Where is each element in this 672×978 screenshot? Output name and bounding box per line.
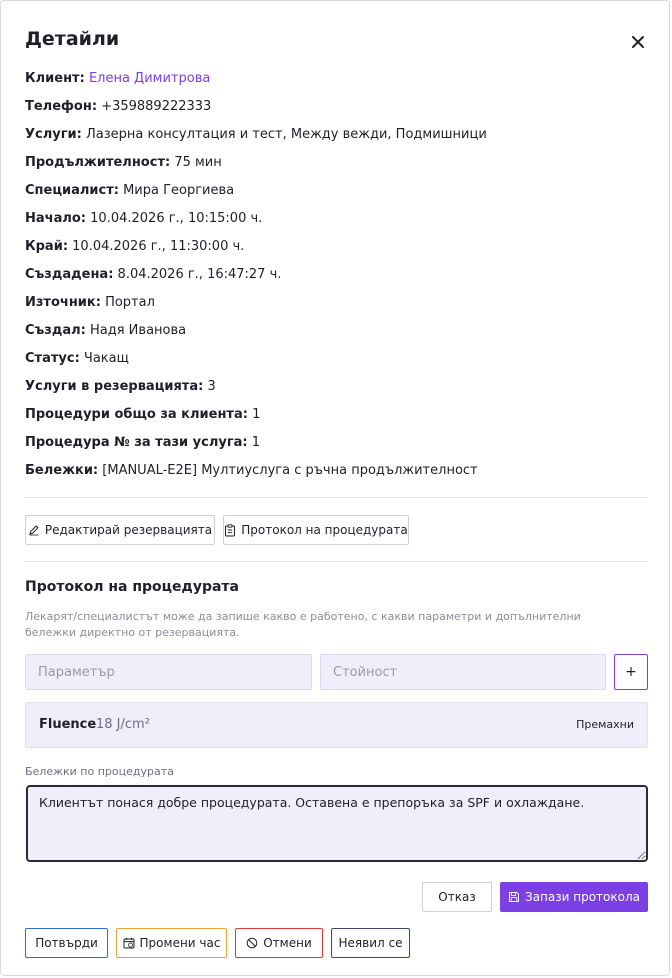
parameter-name: Fluence [39,717,97,732]
detail-value: Надя Иванова [90,323,187,338]
detail-row-source [25,295,645,323]
detail-label: Бележки: [25,463,99,478]
detail-value: [MANUAL-E2E] Мултиуслуга с ръчна продължителност [102,463,478,478]
detail-label: Създал: [25,323,86,338]
detail-label: Процедури общо за клиента: [25,407,248,422]
detail-row-client [25,71,645,99]
procedure-notes-label: Бележки по процедурата [25,765,174,778]
detail-value: +359889222333 [101,99,212,114]
detail-value: 3 [207,379,216,394]
save-protocol-label: Запази протокола [525,890,640,904]
close-button[interactable] [627,31,649,53]
parameter-item [25,702,648,748]
booking-details [25,71,645,491]
parameter-input[interactable] [25,654,312,690]
detail-label: Източник: [25,295,101,310]
value-input[interactable] [320,654,606,690]
reschedule-label: Промени час [139,936,221,950]
detail-row-phone [25,99,645,127]
detail-value: Портал [105,295,155,310]
cancel-booking-button[interactable] [235,928,323,958]
protocol-section-title: Протокол на процедурата [25,579,239,595]
detail-value: 75 мин [174,155,222,170]
floppy-disk-icon [508,891,520,903]
divider [25,497,648,498]
detail-label: Край: [25,239,69,254]
client-name-link[interactable]: Елена Димитрова [88,71,211,86]
detail-value: Чакащ [83,351,129,366]
detail-row-created-by [25,323,645,351]
detail-value: 8.04.2026 г., 16:47:27 ч. [117,267,282,282]
procedure-protocol-label: Протокол на процедурата [241,523,408,537]
detail-row-notes [25,463,645,491]
remove-parameter-button[interactable]: Премахни [576,718,634,731]
detail-label: Клиент: [25,71,85,86]
parameter-value: 18 J/cm² [96,717,150,732]
detail-row-created [25,267,645,295]
clipboard-icon [224,524,236,537]
detail-value: Лазерна консултация и тест, Между вежди, Подмишници [85,127,487,142]
cancel-booking-label: Отмени [263,936,312,950]
protocol-description: Лекарят/специалистът може да запише какво е работено, с какви параметри и допълнителни бележки директно от резервацията. [25,610,581,639]
detail-label: Специалист: [25,183,119,198]
detail-value: 1 [252,407,261,422]
detail-row-services-count [25,379,645,407]
detail-label: Създадена: [25,267,114,282]
save-protocol-button[interactable] [500,882,648,912]
detail-row-duration [25,155,645,183]
edit-booking-label: Редактирай резервацията [44,523,213,537]
detail-label: Продължителност: [25,155,171,170]
cancel-protocol-button[interactable]: Отказ [422,882,492,912]
detail-value: 10.04.2026 г., 11:30:00 ч. [72,239,245,254]
close-icon [627,31,649,53]
divider [25,561,648,562]
pencil-icon [28,524,40,536]
reschedule-button[interactable] [116,928,227,958]
ban-icon [246,937,258,949]
detail-label: Услуги в резервацията: [25,379,204,394]
detail-value: 1 [251,435,261,450]
detail-row-procedure-number [25,435,645,463]
detail-value: 10.04.2026 г., 10:15:00 ч. [90,211,263,226]
calendar-icon [123,937,135,949]
detail-label: Начало: [25,211,87,226]
detail-label: Телефон: [25,99,98,114]
detail-label: Услуги: [25,127,82,142]
add-parameter-button[interactable]: + [614,654,648,690]
detail-row-client-procedures [25,407,645,435]
modal-title: Детайли [25,28,120,50]
no-show-button[interactable]: Неявил се [331,928,410,958]
confirm-button[interactable]: Потвърди [25,928,108,958]
detail-row-end [25,239,645,267]
detail-label: Статус: [25,351,80,366]
detail-row-status [25,351,645,379]
procedure-protocol-button[interactable] [223,515,409,545]
detail-row-specialist [25,183,645,211]
detail-row-start [25,211,645,239]
detail-value: Мира Георгиева [123,183,235,198]
procedure-notes-field[interactable] [26,785,648,862]
edit-booking-button[interactable] [25,515,215,545]
detail-label: Процедура № за тази услуга: [25,435,248,450]
detail-row-services [25,127,645,155]
